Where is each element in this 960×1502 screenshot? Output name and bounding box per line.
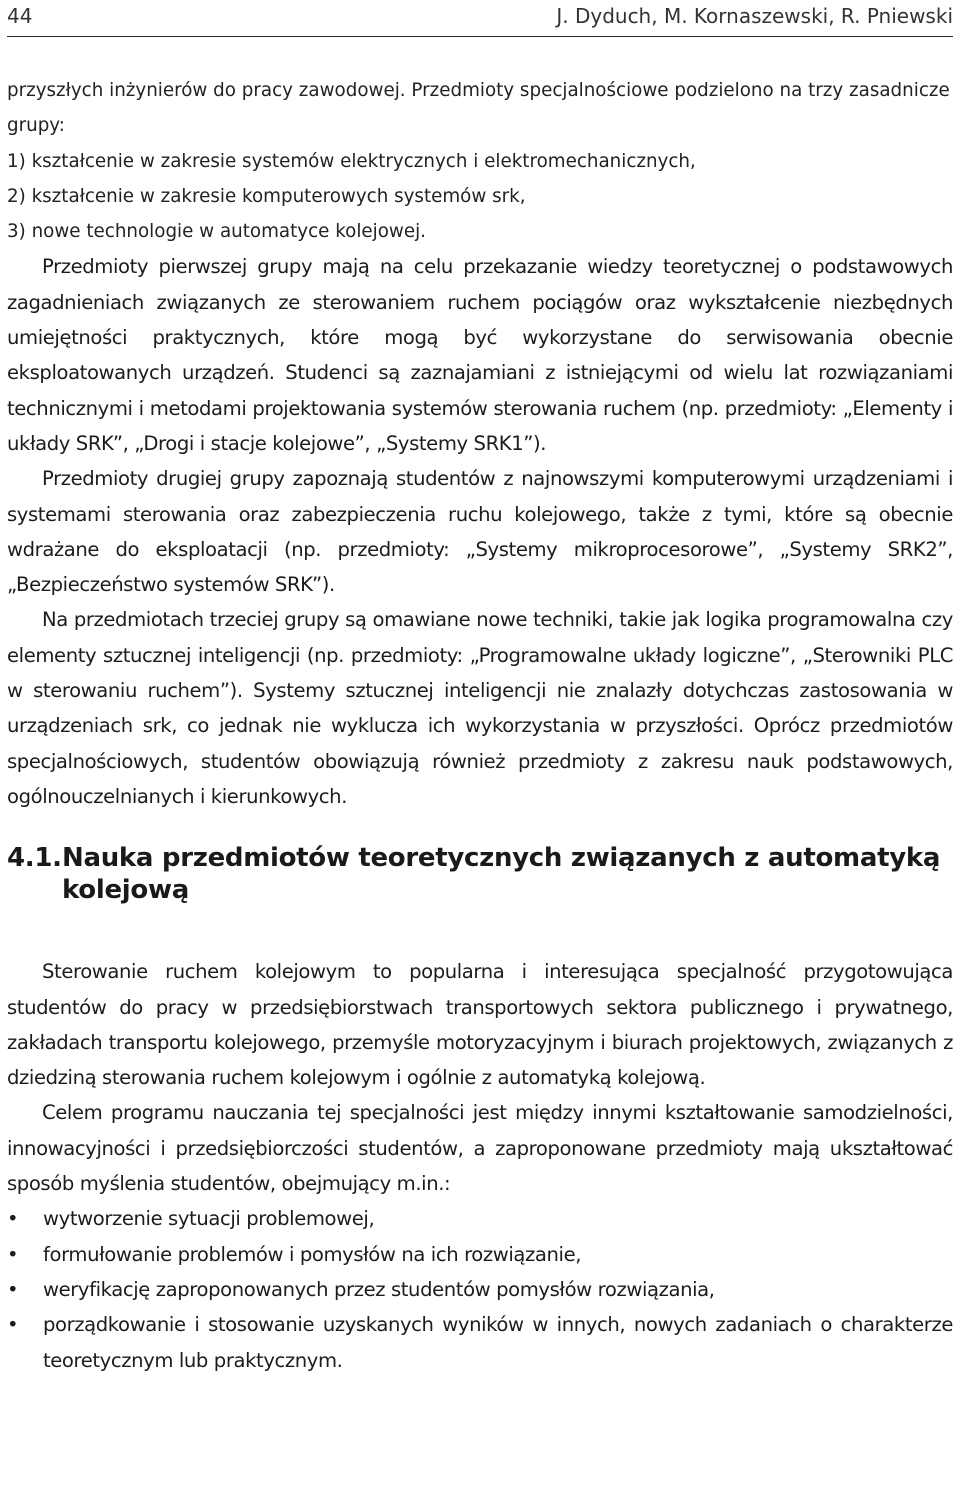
section-heading: [7, 842, 953, 906]
document-page: [7, 0, 953, 1378]
paragraph: Sterowanie ruchem kolejowym to popularna i interesująca specjalność przygotowująca studentów do pracy w przedsiębiorstwach transportowych sektora publicznego i prywatnego, zakładach transportu kolejowego, przemyśle motoryzacyjnym i biurach projektowych, związanych z dziedziną sterowania ruchem kolejowym i ogólnie z automatyką kolejową.: [7, 960, 953, 1090]
bullet-icon: •: [7, 1313, 19, 1337]
list-item: [7, 1272, 953, 1307]
bullet-icon: •: [7, 1207, 19, 1231]
paragraph: Na przedmiotach trzeciej grupy są omawiane nowe techniki, takie jak logika programowalna czy elementy sztucznej inteligencji (np. przedmioty: „Programowalne układy logiczne”, „Sterowniki PLC w sterowaniu ruchem”). Systemy sztucznej inteligencji nie znalazły dotychczas zastosowania w urządzeniach srk, co jednak nie wyklucza ich wykorzystania w przyszłości. Oprócz przedmiotów specjalnościowych, studentów obowiązują również przedmioty z zakresu nauk podstawowych, ogólnouczelnianych i kierunkowych.: [7, 608, 953, 808]
list-item-text: formułowanie problemów i pomysłów na ich rozwiązanie,: [43, 1242, 582, 1266]
intro-list-item: 3) nowe technologie w automatyce kolejowej.: [7, 221, 426, 243]
body-text: [7, 249, 953, 814]
list-item: [7, 1201, 953, 1236]
bullet-list: [7, 1201, 953, 1377]
page-content: [7, 73, 953, 1378]
running-header-authors: J. Dyduch, M. Kornaszewski, R. Pniewski: [556, 4, 953, 28]
list-item-text: porządkowanie i stosowanie uzyskanych wyników w innych, nowych zadaniach o charakterze teoretycznym lub praktycznym.: [43, 1313, 953, 1372]
list-item: [7, 1237, 953, 1272]
intro-list-item: 2) kształcenie w zakresie komputerowych systemów srk,: [7, 185, 526, 207]
bullet-icon: •: [7, 1277, 19, 1301]
page-number: 44: [7, 4, 33, 28]
intro-list-item: 1) kształcenie w zakresie systemów elektrycznych i elektromechanicznych,: [7, 150, 696, 172]
intro-lead: przyszłych inżynierów do pracy zawodowej. Przedmioty specjalnościowe podzielono na trzy zasadnicze grupy:: [7, 80, 950, 137]
bullet-icon: •: [7, 1242, 19, 1266]
paragraph: Celem programu nauczania tej specjalności jest między innymi kształtowanie samodzielności, innowacyjności i przedsiębiorczości studentów, a zaproponowane przedmioty mają ukształtować sposób myślenia studentów, obejmujący m.in.:: [7, 1101, 953, 1196]
list-item-text: weryfikację zaproponowanych przez studentów pomysłów rozwiązania,: [43, 1277, 715, 1301]
section-body: [7, 954, 953, 1378]
paragraph: Przedmioty drugiej grupy zapoznają studentów z najnowszymi komputerowymi urządzeniami i systemami sterowania oraz zabezpieczenia ruchu kolejowego, także z tymi, które są obecnie wdrażane do eksploatacji (np. przedmioty: „Systemy mikroprocesorowe”, „Systemy SRK2”, „Bezpieczeństwo systemów SRK”).: [7, 467, 953, 597]
list-item: [7, 1307, 953, 1378]
list-item-text: wytworzenie sytuacji problemowej,: [43, 1207, 375, 1231]
section-title: Nauka przedmiotów teoretycznych związanych z automatyką kolejową: [62, 843, 941, 906]
paragraph: Przedmioty pierwszej grupy mają na celu przekazanie wiedzy teoretycznej o podstawowych zagadnieniach związanych ze sterowaniem ruchem pociągów oraz wykształcenie niezbędnych umiejętności praktycznych, które mogą być wykorzystane do serwisowania obecnie eksploatowanych urządzeń. Studenci są zaznajamiani z istniejącymi od wielu lat rozwiązaniami technicznymi i metodami projektowania systemów sterowania ruchem (np. przedmioty: „Elementy i układy SRK”, „Drogi i stacje kolejowe”, „Systemy SRK1”).: [7, 255, 953, 455]
intro-block: [7, 73, 953, 249]
running-header: [7, 0, 953, 37]
section-number: 4.1.: [7, 843, 62, 874]
